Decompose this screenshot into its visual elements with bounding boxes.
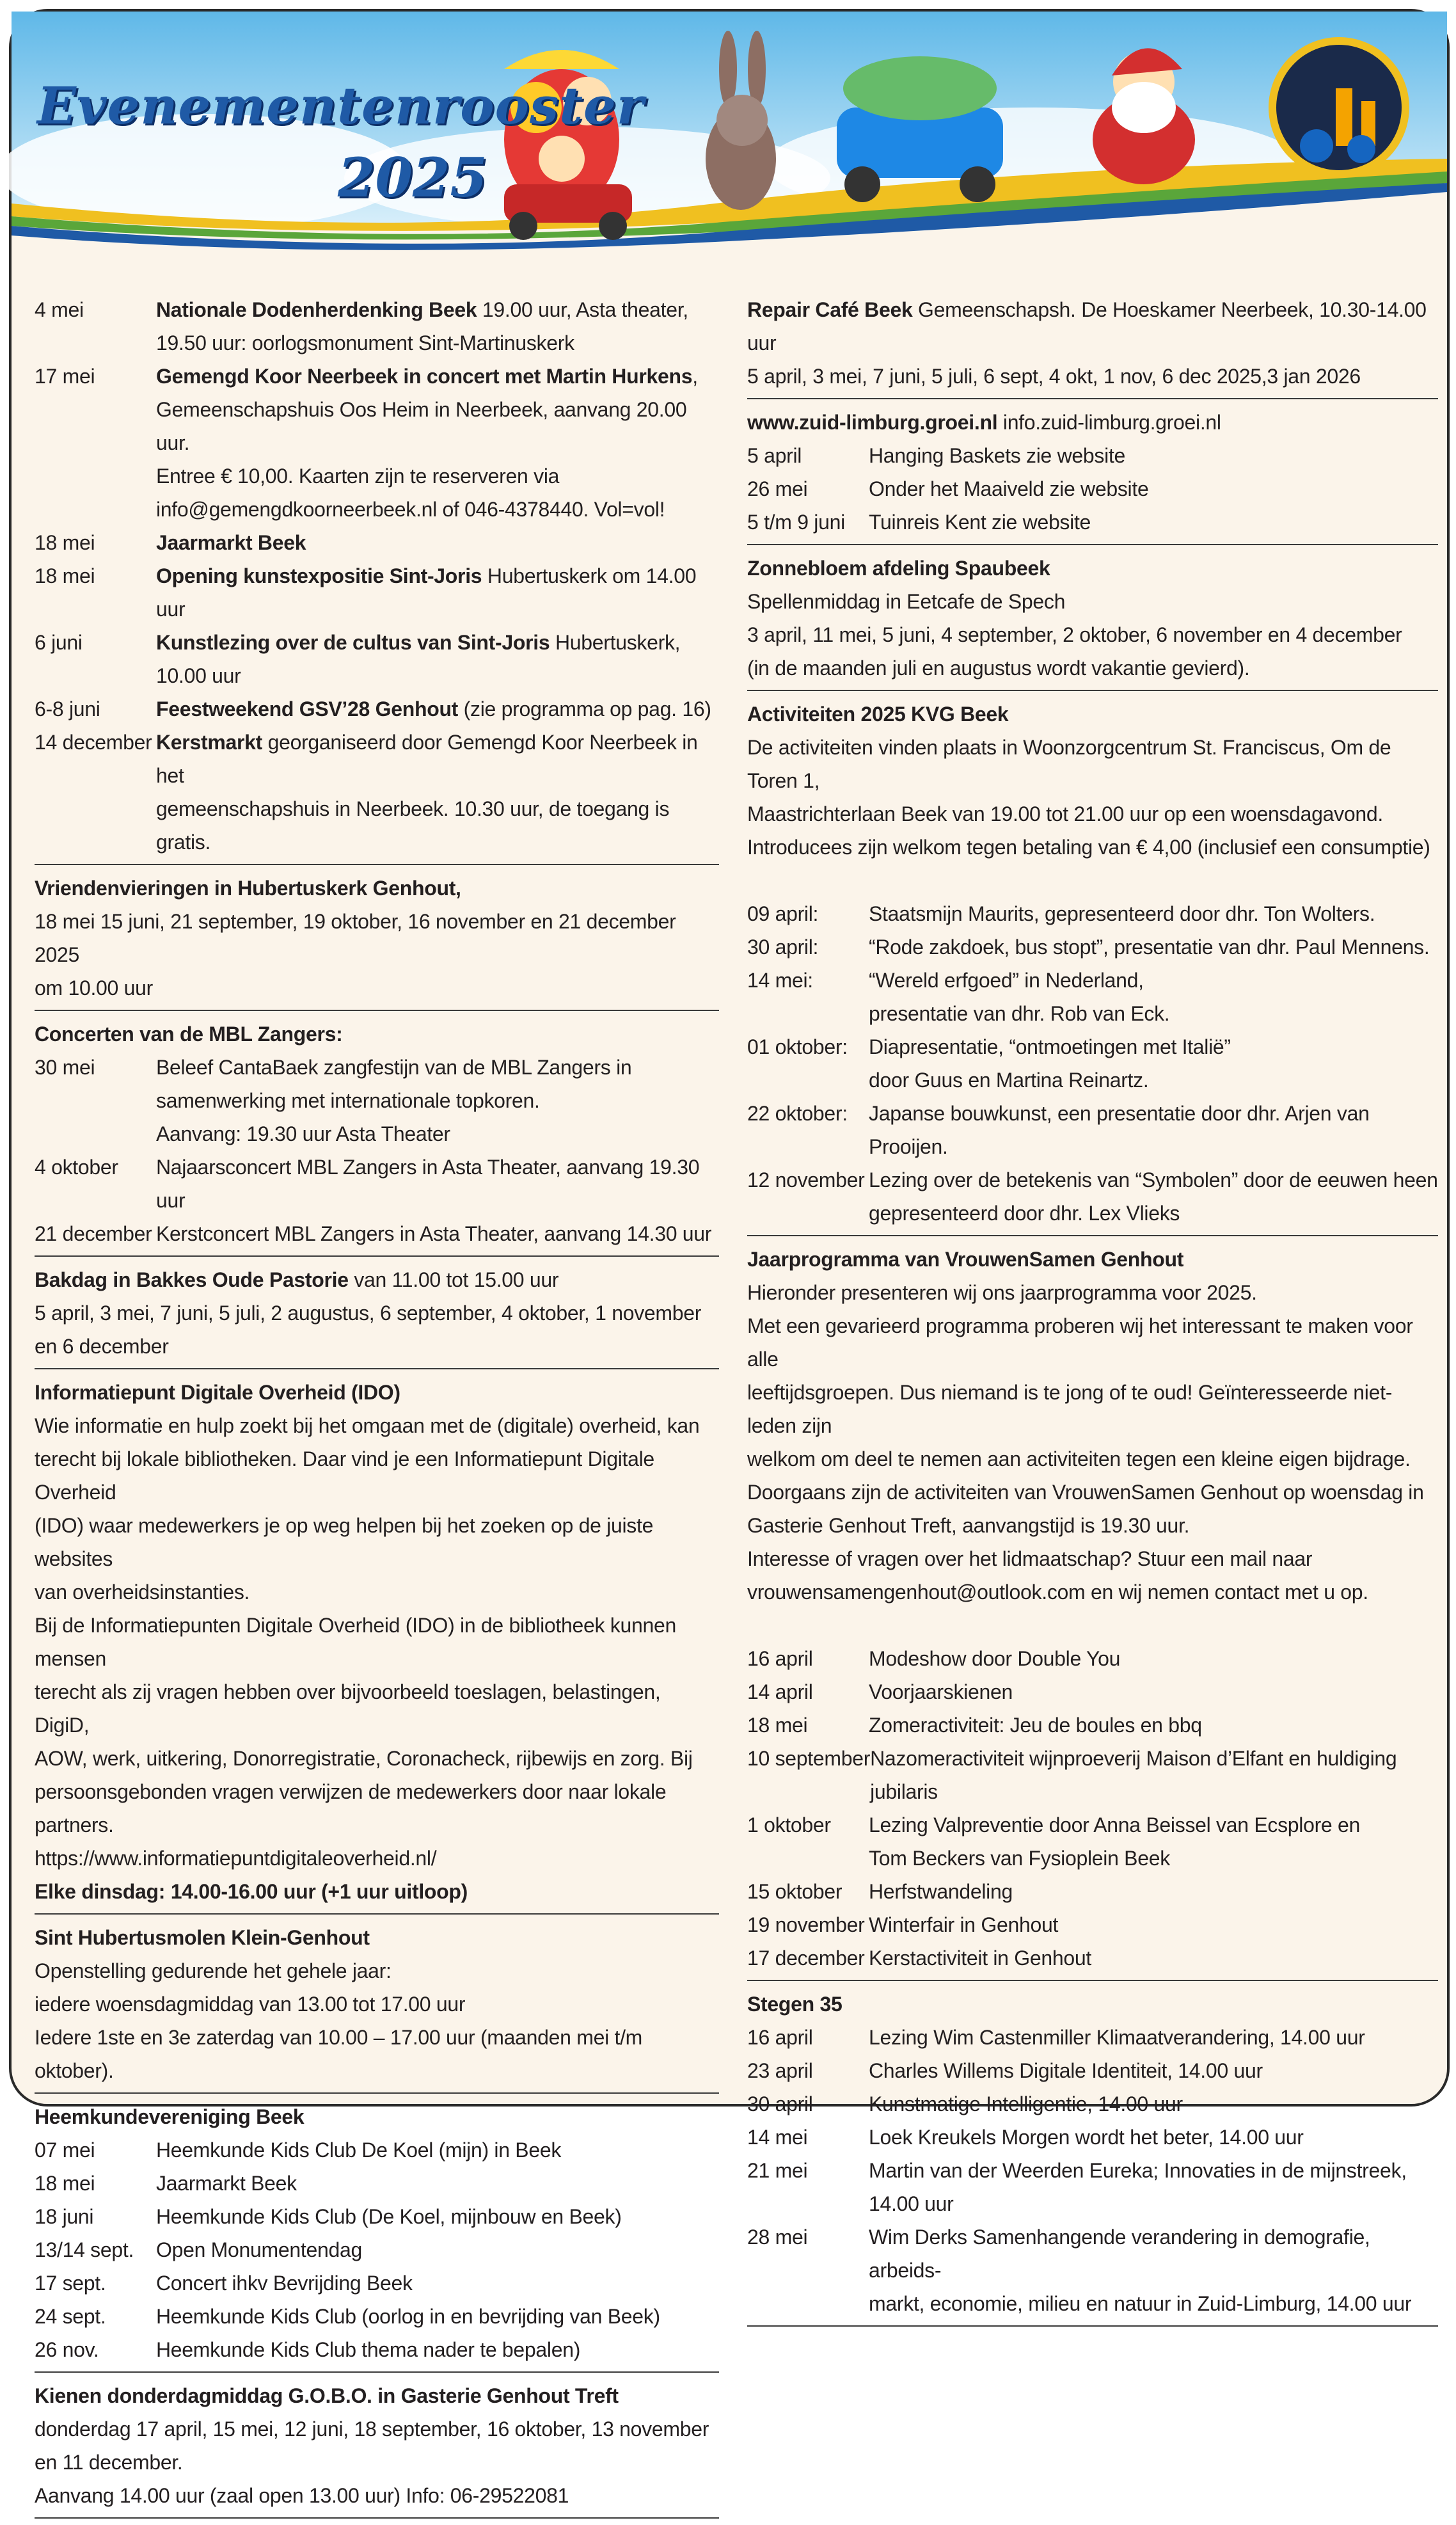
- event-text: Kunstmatige Intelligentie, 14.00 uur: [869, 2092, 1183, 2115]
- section-title: Heemkundevereniging Beek: [35, 2105, 305, 2128]
- event-text: Aanvang: 19.30 uur Asta Theater: [156, 1122, 450, 1145]
- section-title: Informatiepunt Digitale Overheid (IDO): [35, 1381, 400, 1404]
- event-text: (zie programma op pag. 16): [458, 697, 711, 721]
- event-row: [747, 472, 1438, 506]
- section-title: Bakdag in Bakkes Oude Pastorie: [35, 1268, 349, 1291]
- section-title: Kienen donderdagmiddag G.O.B.O. in Gasterie Genhout Treft: [35, 2384, 619, 2407]
- event-row: [35, 726, 719, 859]
- section-title: Sint Hubertusmolen Klein-Genhout: [35, 1926, 370, 1949]
- section-text: en 11 december.: [35, 2451, 183, 2474]
- section-text: van overheidsinstanties.: [35, 1581, 250, 1604]
- event-row: [747, 1675, 1438, 1709]
- event-row: [35, 526, 719, 559]
- divider: [747, 1235, 1438, 1236]
- page-frame: [9, 9, 1450, 2507]
- event-text: georganiseerd door Gemengd Koor Neerbeek in het: [156, 731, 698, 787]
- event-row: [747, 897, 1438, 930]
- event-title: Kunstlezing over de cultus van Sint-Joris: [156, 631, 550, 654]
- event-text: Jaarmarkt Beek: [156, 2172, 297, 2195]
- event-date: 18 mei: [35, 531, 95, 554]
- event-date: 09 april:: [747, 902, 819, 925]
- event-title: Opening kunstexpositie Sint-Joris: [156, 564, 482, 587]
- event-date: 4 mei: [35, 298, 84, 321]
- divider: [35, 1010, 719, 1011]
- event-text: Kerstconcert MBL Zangers in Asta Theater, aanvang 14.30 uur: [156, 1222, 712, 1245]
- section-text: Spellenmiddag in Eetcafe de Spech: [747, 590, 1066, 613]
- section-title: Activiteiten 2025 KVG Beek: [747, 703, 1009, 726]
- event-row: [747, 964, 1438, 1030]
- event-text: Lezing Wim Castenmiller Klimaatverandering, 14.00 uur: [869, 2026, 1365, 2049]
- section-text: Wie informatie en hulp zoekt bij het omgaan met de (digitale) overheid, kan: [35, 1414, 700, 1437]
- event-row: [35, 692, 719, 726]
- divider: [747, 1980, 1438, 1981]
- event-title: Nationale Dodenherdenking Beek: [156, 298, 477, 321]
- event-text: Hanging Baskets zie website: [869, 444, 1126, 467]
- event-row: [35, 2233, 719, 2266]
- event-row: [35, 293, 719, 360]
- event-row: [35, 2133, 719, 2167]
- event-text: gepresenteerd door dhr. Lex Vlieks: [869, 1202, 1180, 1225]
- event-row: [747, 1908, 1438, 1941]
- website-link[interactable]: www.zuid-limburg.groei.nl: [747, 411, 998, 434]
- event-date: 21 mei: [747, 2159, 808, 2182]
- event-date: 26 mei: [747, 477, 808, 500]
- section-text: Bij de Informatiepunten Digitale Overheid (IDO) in de bibliotheek kunnen mensen: [35, 1614, 676, 1670]
- section-highlight: Elke dinsdag: 14.00-16.00 uur (+1 uur uitloop): [35, 1880, 468, 1903]
- event-date: 30 april: [747, 2092, 813, 2115]
- header-banner: [12, 12, 1447, 280]
- event-row: [747, 2087, 1438, 2121]
- divider: [35, 2092, 719, 2094]
- event-date: 22 oktober:: [747, 1102, 848, 1125]
- event-row: [747, 1941, 1438, 1975]
- event-text: Tuinreis Kent zie website: [869, 511, 1091, 534]
- event-text: Onder het Maaiveld zie website: [869, 477, 1149, 500]
- event-row: [747, 2220, 1438, 2320]
- section-text: Iedere 1ste en 3e zaterdag van 10.00 – 17.00 uur (maanden mei t/m oktober).: [35, 2026, 643, 2082]
- event-text: Concert ihkv Bevrijding Beek: [156, 2272, 413, 2295]
- event-text: Voorjaarskienen: [869, 1680, 1013, 1703]
- event-date: 07 mei: [35, 2139, 95, 2162]
- section-text: (IDO) waar medewerkers je op weg helpen bij het zoeken op de juiste websites: [35, 1514, 654, 1570]
- section-text: welkom om deel te nemen aan activiteiten tegen een kleine eigen bijdrage.: [747, 1447, 1411, 1470]
- event-date: 14 december: [35, 731, 152, 754]
- event-text: Staatsmijn Maurits, gepresenteerd door dhr. Ton Wolters.: [869, 902, 1375, 925]
- section-text: Maastrichterlaan Beek van 19.00 tot 21.00 uur op een woensdagavond.: [747, 802, 1383, 825]
- event-row: [35, 2266, 719, 2300]
- event-date: 30 april:: [747, 936, 819, 959]
- event-row: [747, 1163, 1438, 1230]
- event-row: [35, 1217, 719, 1250]
- event-text: Heemkunde Kids Club De Koel (mijn) in Beek: [156, 2139, 562, 2162]
- event-text: Heemkunde Kids Club thema nader te bepalen): [156, 2338, 581, 2361]
- event-row: [747, 2021, 1438, 2054]
- event-date: 12 november: [747, 1168, 865, 1191]
- section-text: Met een gevarieerd programma proberen wij het interessant te maken voor alle: [747, 1314, 1413, 1371]
- event-date: 5 april: [747, 444, 802, 467]
- event-text: Nazomeractiviteit wijnproeverij Maison d’Elfant en huldiging jubilaris: [870, 1747, 1397, 1803]
- divider: [747, 544, 1438, 545]
- event-text: Herfstwandeling: [869, 1880, 1013, 1903]
- event-row: [35, 2333, 719, 2366]
- event-date: 16 april: [747, 1647, 813, 1670]
- event-row: [747, 2054, 1438, 2087]
- event-text: Tom Beckers van Fysioplein Beek: [869, 1847, 1170, 1870]
- event-row: [35, 2300, 719, 2333]
- section-text: AOW, werk, uitkering, Donorregistratie, Coronacheck, rijbewijs en zorg. Bij: [35, 1747, 693, 1770]
- section-title: Stegen 35: [747, 1993, 843, 2016]
- event-row: [35, 559, 719, 626]
- event-text: Beleef CantaBaek zangfestijn van de MBL Zangers in: [156, 1056, 632, 1079]
- event-text: Loek Kreukels Morgen wordt het beter, 14.00 uur: [869, 2126, 1304, 2149]
- event-text: Entree € 10,00. Kaarten zijn te reserveren via: [156, 465, 560, 488]
- left-column: [35, 293, 719, 2525]
- event-date: 21 december: [35, 1222, 152, 1245]
- event-date: 4 oktober: [35, 1156, 118, 1179]
- event-text: Lezing over de betekenis van “Symbolen” door de eeuwen heen: [869, 1168, 1438, 1191]
- event-date: 5 t/m 9 juni: [747, 511, 845, 534]
- section-title: Concerten van de MBL Zangers:: [35, 1023, 343, 1046]
- event-row: [747, 439, 1438, 472]
- section-text: Doorgaans zijn de activiteiten van VrouwenSamen Genhout op woensdag in: [747, 1481, 1424, 1504]
- event-text: Najaarsconcert MBL Zangers in Asta Theater, aanvang 19.30 uur: [156, 1156, 700, 1212]
- banner-background: [12, 12, 1447, 280]
- event-text: Japanse bouwkunst, een presentatie door dhr. Arjen van Prooijen.: [869, 1102, 1370, 1158]
- divider: [747, 2325, 1438, 2327]
- event-text: Modeshow door Double You: [869, 1647, 1121, 1670]
- event-row: [747, 1808, 1438, 1875]
- divider: [747, 690, 1438, 691]
- event-row: [35, 1151, 719, 1217]
- section-text: Hieronder presenteren wij ons jaarprogramma voor 2025.: [747, 1281, 1257, 1304]
- section-text: leeftijdsgroepen. Dus niemand is te jong of te oud! Geïnteresseerde niet-leden zijn: [747, 1381, 1393, 1437]
- event-row: [747, 2154, 1438, 2220]
- event-title: Jaarmarkt Beek: [156, 531, 306, 554]
- section-text: Gasterie Genhout Treft, aanvangstijd is 19.30 uur.: [747, 1514, 1190, 1537]
- event-text: Heemkunde Kids Club (oorlog in en bevrijding van Beek): [156, 2305, 660, 2328]
- event-text: Lezing Valpreventie door Anna Beissel van Ecsplore en: [869, 1813, 1361, 1836]
- event-date: 28 mei: [747, 2226, 808, 2249]
- event-date: 15 oktober: [747, 1880, 843, 1903]
- event-title: Kerstmarkt: [156, 731, 262, 754]
- event-text: Gemeenschapshuis Oos Heim in Neerbeek, aanvang 20.00 uur.: [156, 398, 687, 454]
- event-date: 17 mei: [35, 365, 95, 388]
- section-text: De activiteiten vinden plaats in Woonzorgcentrum St. Franciscus, Om de Toren 1,: [747, 736, 1391, 792]
- event-row: [747, 1642, 1438, 1675]
- event-date: 23 april: [747, 2059, 813, 2082]
- event-date: 14 mei: [747, 2126, 808, 2149]
- event-text: 14.00 uur: [869, 2192, 954, 2215]
- event-text: Heemkunde Kids Club (De Koel, mijnbouw en Beek): [156, 2205, 622, 2228]
- event-text: Open Monumentendag: [156, 2238, 362, 2261]
- event-date: 1 oktober: [747, 1813, 831, 1836]
- event-row: [35, 2200, 719, 2233]
- event-date: 26 nov.: [35, 2338, 99, 2361]
- event-row: [747, 1030, 1438, 1097]
- event-text: Kerstactiviteit in Genhout: [869, 1947, 1091, 1970]
- website-link[interactable]: info.zuid-limburg.groei.nl: [997, 411, 1221, 434]
- section-text: Gemeenschapsh. De Hoeskamer Neerbeek, 10.30-14.00 uur: [747, 298, 1427, 354]
- event-date: 6-8 juni: [35, 697, 100, 721]
- page-title: Evenementenrooster: [37, 76, 645, 136]
- divider: [35, 1913, 719, 1915]
- event-row: [35, 2167, 719, 2200]
- event-date: 13/14 sept.: [35, 2238, 134, 2261]
- event-row: [747, 1709, 1438, 1742]
- event-text: “Wereld erfgoed” in Nederland,: [869, 969, 1144, 992]
- event-date: 16 april: [747, 2026, 813, 2049]
- event-text: Martin van der Weerden Eureka; Innovaties in de mijnstreek,: [869, 2159, 1407, 2182]
- event-text: presentatie van dhr. Rob van Eck.: [869, 1002, 1170, 1025]
- event-date: 17 december: [747, 1947, 865, 1970]
- event-text: Diapresentatie, “ontmoetingen met Italië”: [869, 1035, 1231, 1058]
- section-text: terecht bij lokale bibliotheken. Daar vind je een Informatiepunt Digitale Overheid: [35, 1447, 654, 1504]
- event-text: Hubertuskerk, 10.00 uur: [156, 631, 681, 687]
- section-title: Jaarprogramma van VrouwenSamen Genhout: [747, 1248, 1184, 1271]
- event-date: 18 mei: [35, 564, 95, 587]
- event-text: samenwerking met internationale topkoren.: [156, 1089, 540, 1112]
- section-text: 5 april, 3 mei, 7 juni, 5 juli, 6 sept, 4 okt, 1 nov, 6 dec 2025,3 jan 2026: [747, 365, 1361, 388]
- section-text: 3 april, 11 mei, 5 juni, 4 september, 2 oktober, 6 november en 4 december: [747, 623, 1402, 646]
- event-date: 01 oktober:: [747, 1035, 848, 1058]
- event-date: 10 september: [747, 1747, 871, 1770]
- event-text: info@gemengdkoorneerbeek.nl of 046-4378440. Vol=vol!: [156, 498, 665, 521]
- event-row: [35, 1051, 719, 1151]
- event-title: Gemengd Koor Neerbeek in concert met Martin Hurkens: [156, 365, 693, 388]
- section-title: Repair Café Beek: [747, 298, 913, 321]
- divider: [35, 2371, 719, 2373]
- event-text: ,: [692, 365, 698, 388]
- event-date: 19 november: [747, 1913, 865, 1936]
- event-date: 14 mei:: [747, 969, 813, 992]
- divider: [747, 398, 1438, 399]
- event-text: “Rode zakdoek, bus stopt”, presentatie van dhr. Paul Mennens.: [869, 936, 1430, 959]
- divider: [35, 864, 719, 865]
- page-year: 2025: [338, 146, 487, 209]
- event-row: [747, 506, 1438, 539]
- section-text: donderdag 17 april, 15 mei, 12 juni, 18 september, 16 oktober, 13 november: [35, 2417, 709, 2441]
- section-text: (in de maanden juli en augustus wordt vakantie gevierd).: [747, 657, 1250, 680]
- event-date: 17 sept.: [35, 2272, 106, 2295]
- event-text: 19.50 uur: oorlogsmonument Sint-Martinuskerk: [156, 331, 574, 354]
- section-text: Introducees zijn welkom tegen betaling van € 4,00 (inclusief een consumptie): [747, 836, 1430, 859]
- section-text: om 10.00 uur: [35, 976, 153, 1000]
- event-text: Winterfair in Genhout: [869, 1913, 1059, 1936]
- event-date: 24 sept.: [35, 2305, 106, 2328]
- event-date: 18 mei: [747, 1714, 808, 1737]
- event-text: Charles Willems Digitale Identiteit, 14.00 uur: [869, 2059, 1263, 2082]
- event-row: [35, 626, 719, 692]
- event-row: [747, 1875, 1438, 1908]
- section-text: en 6 december: [35, 1335, 169, 1358]
- website-link[interactable]: https://www.informatiepuntdigitaleoverheid.nl/: [35, 1847, 437, 1870]
- section-text: Aanvang 14.00 uur (zaal open 13.00 uur) Info: 06-29522081: [35, 2484, 569, 2507]
- section-text: 5 april, 3 mei, 7 juni, 5 juli, 2 augustus, 6 september, 4 oktober, 1 november: [35, 1302, 702, 1325]
- new-year-clock-illustration: [1269, 37, 1409, 178]
- section-text: van 11.00 tot 15.00 uur: [348, 1268, 559, 1291]
- section-text: 18 mei 15 juni, 21 september, 19 oktober, 16 november en 21 december 2025: [35, 910, 676, 966]
- event-date: 14 april: [747, 1680, 813, 1703]
- section-text: iedere woensdagmiddag van 13.00 tot 17.00 uur: [35, 1993, 466, 2016]
- right-column: [747, 293, 1438, 2333]
- event-text: Zomeractiviteit: Jeu de boules en bbq: [869, 1714, 1202, 1737]
- divider: [35, 2517, 719, 2519]
- event-date: 18 juni: [35, 2205, 94, 2228]
- event-date: 18 mei: [35, 2172, 95, 2195]
- event-date: 30 mei: [35, 1056, 95, 1079]
- divider: [35, 1255, 719, 1257]
- event-text: gemeenschapshuis in Neerbeek. 10.30 uur, de toegang is gratis.: [156, 797, 670, 854]
- section-text: Openstelling gedurende het gehele jaar:: [35, 1959, 392, 1982]
- event-text: markt, economie, milieu en natuur in Zuid-Limburg, 14.00 uur: [869, 2292, 1412, 2315]
- event-date: 6 juni: [35, 631, 83, 654]
- event-row: [747, 930, 1438, 964]
- section-title: Zonnebloem afdeling Spaubeek: [747, 557, 1050, 580]
- event-row: [35, 360, 719, 526]
- event-text: 19.00 uur, Asta theater,: [477, 298, 688, 321]
- event-text: Wim Derks Samenhangende verandering in demografie, arbeids-: [869, 2226, 1370, 2282]
- event-row: [747, 1742, 1438, 1808]
- section-text: Interesse of vragen over het lidmaatschap? Stuur een mail naar: [747, 1547, 1313, 1570]
- section-title: Vriendenvieringen in Hubertuskerk Genhout,: [35, 877, 461, 900]
- section-text: persoonsgebonden vragen verwijzen de medewerkers door naar lokale partners.: [35, 1780, 667, 1836]
- divider: [35, 1368, 719, 1369]
- event-text: Hubertuskerk om 14.00 uur: [156, 564, 697, 621]
- event-text: door Guus en Martina Reinartz.: [869, 1069, 1149, 1092]
- event-row: [747, 2121, 1438, 2154]
- event-row: [747, 1097, 1438, 1163]
- section-text: terecht als zij vragen hebben over bijvoorbeeld toeslagen, belastingen, DigiD,: [35, 1680, 661, 1737]
- section-text: vrouwensamengenhout@outlook.com en wij nemen contact met u op.: [747, 1581, 1368, 1604]
- event-title: Feestweekend GSV’28 Genhout: [156, 697, 459, 721]
